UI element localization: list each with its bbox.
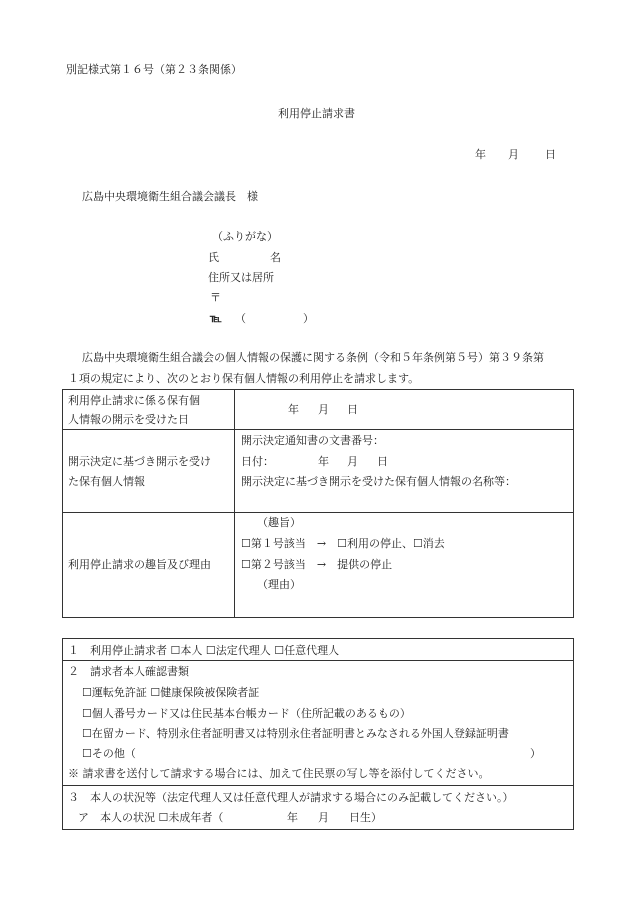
date-year: 年 bbox=[475, 148, 486, 161]
section2-doc-other-close: ） bbox=[530, 747, 541, 760]
section2-doc-other[interactable]: ☐その他（ bbox=[82, 747, 136, 760]
tel-mark: ℡ bbox=[210, 312, 222, 325]
row2-label-line2: た保有個人情報 bbox=[68, 475, 145, 488]
row3-option-2[interactable]: ☐第２号該当 → 提供の停止 bbox=[241, 558, 393, 571]
row2-month: 月 bbox=[347, 455, 358, 468]
row3-reason-heading: （理由） bbox=[257, 578, 301, 591]
name-label-1: 氏 bbox=[208, 251, 219, 264]
section1-requester-type[interactable]: １ 利用停止請求者 ☐本人 ☐法定代理人 ☐任意代理人 bbox=[68, 644, 340, 657]
row1-month: 月 bbox=[318, 403, 329, 416]
page-title: 利用停止請求書 bbox=[278, 107, 355, 120]
intro-line-1: 広島中央環境衛生組合議会の個人情報の保護に関する条例（令和５年条例第５号）第３９条第 bbox=[82, 351, 544, 364]
furigana-label: （ふりがな） bbox=[212, 230, 278, 243]
date-month: 月 bbox=[508, 148, 519, 161]
section3-title: ３ 本人の状況等（法定代理人又は任意代理人が請求する場合にのみ記載してください。） bbox=[68, 791, 514, 804]
postal-mark: 〒 bbox=[210, 291, 221, 304]
section2-doc-line2[interactable]: ☐個人番号カード又は住民基本台帳カード（住所記載のあるもの） bbox=[82, 707, 411, 720]
row2-doc-number: 開示決定通知書の文書番号： bbox=[241, 434, 384, 447]
form-reference: 別記様式第１６号（第２３条関係） bbox=[66, 63, 242, 76]
section3-birth: 日生） bbox=[349, 811, 382, 824]
row1-label-line2: 人情報の開示を受けた日 bbox=[68, 413, 189, 426]
section3-month: 月 bbox=[318, 811, 329, 824]
section3-line1[interactable]: ア 本人の状況 ☐未成年者（ bbox=[78, 811, 224, 824]
section2-doc-line1[interactable]: ☐運転免許証 ☐健康保険被保険者証 bbox=[82, 686, 260, 699]
tel-open-paren: （ bbox=[235, 312, 246, 325]
row3-option-1[interactable]: ☐第１号該当 → ☐利用の停止、☐消去 bbox=[241, 537, 445, 550]
row1-day: 日 bbox=[347, 403, 358, 416]
row1-year: 年 bbox=[288, 403, 299, 416]
row2-day: 日 bbox=[377, 455, 388, 468]
section3-year: 年 bbox=[287, 811, 298, 824]
row2-year: 年 bbox=[318, 455, 329, 468]
row3-purpose-heading: （趣旨） bbox=[257, 516, 301, 529]
row3-label: 利用停止請求の趣旨及び理由 bbox=[68, 558, 211, 571]
section2-title: ２ 請求者本人確認書類 bbox=[68, 665, 189, 678]
tel-close-paren: ） bbox=[303, 312, 314, 325]
intro-line-2: １項の規定により、次のとおり保有個人情報の利用停止を請求します。 bbox=[68, 372, 420, 385]
section2-note: ※ 請求書を送付して請求する場合には、加えて住民票の写し等を添付してください。 bbox=[68, 767, 490, 780]
addressee: 広島中央環境衛生組合議会議長 様 bbox=[82, 190, 258, 203]
row2-date-label: 日付： bbox=[241, 455, 274, 468]
section2-doc-line3[interactable]: ☐在留カード、特別永住者証明書又は特別永住者証明書とみなされる外国人登録証明書 bbox=[82, 727, 509, 740]
row2-info-name: 開示決定に基づき開示を受けた保有個人情報の名称等： bbox=[241, 475, 516, 488]
date-day: 日 bbox=[545, 148, 556, 161]
name-label-2: 名 bbox=[270, 251, 281, 264]
address-label: 住所又は居所 bbox=[208, 271, 274, 284]
row2-label-line1: 開示決定に基づき開示を受け bbox=[68, 455, 211, 468]
row1-label-line1: 利用停止請求に係る保有個 bbox=[68, 394, 200, 407]
